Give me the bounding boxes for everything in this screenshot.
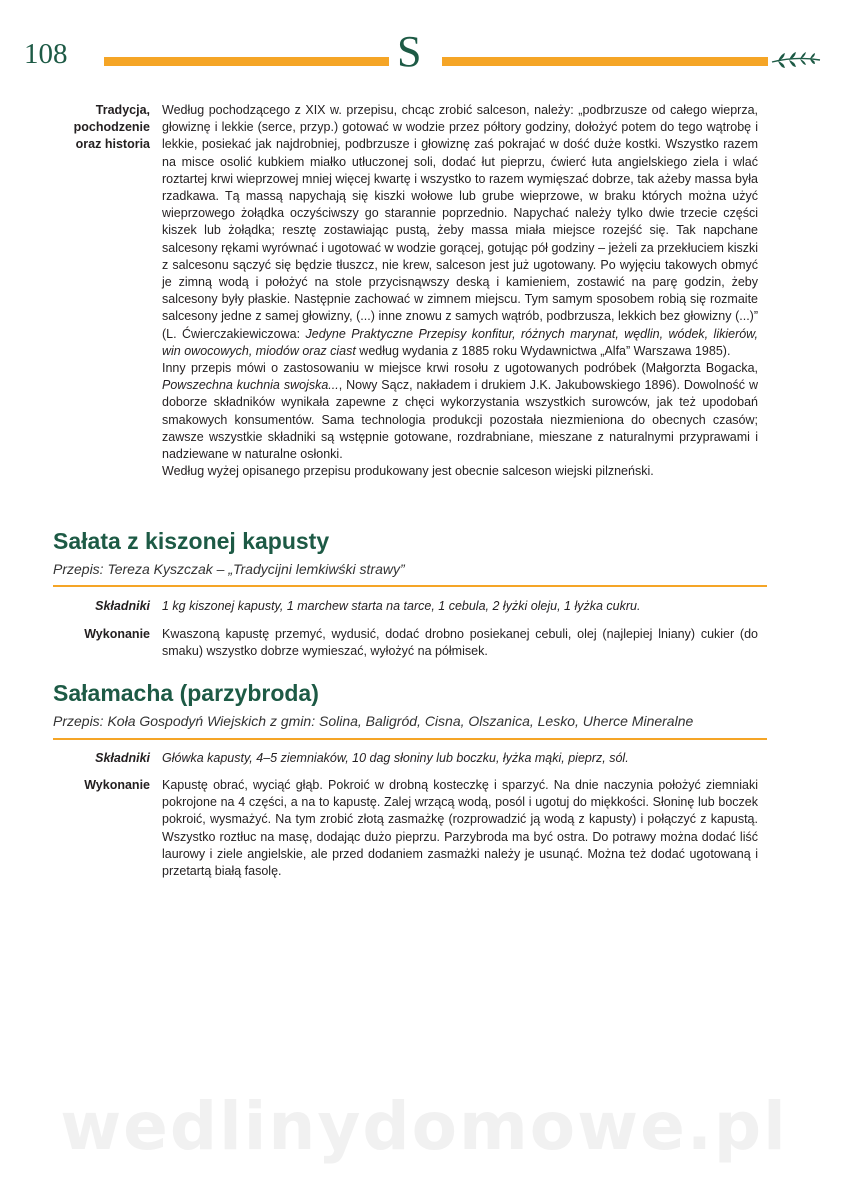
header-bar-left: [104, 57, 389, 66]
history-label-line-3: oraz historia: [75, 137, 150, 152]
recipe-1-source: Przepis: Tereza Kyszczak – „Tradycijni lemkiwśki strawy”: [53, 561, 405, 577]
recipe-1-method-label: Wykonanie: [84, 627, 150, 641]
history-label: [0, 102, 162, 480]
site-watermark: wedlinydomowe.pl: [60, 1088, 788, 1165]
recipe-2-title: Sałamacha (parzybroda): [53, 680, 319, 706]
recipe-1-method-text: Kwaszoną kapustę przemyć, wydusić, dodać drobno posiekanej cebuli, olej (najlepiej lniany) cukier (do smaku) wszystko dobrze wymieszać, wyłożyć na półmisek.: [162, 627, 758, 659]
history-p1-book-title: Jedyne Praktyczne Przepisy konfitur, różnych marynat, wędlin, wódek, likierów, win owocowych, miodów oraz ciast: [162, 326, 758, 358]
page-number: 108: [24, 38, 68, 70]
history-p2-a: Inny przepis mówi o zastosowaniu w miejsce krwi rosołu z ugotowanych podróbek (Małgorzta Bogacka,: [162, 361, 758, 376]
recipe-2-method-text: Kapustę obrać, wyciąć głąb. Pokroić w drobną kosteczkę i sparzyć. Na dnie naczynia położyć ziemniaki pokrojone na 4 części, a na to kapustę. Zalej wrzącą wodą, posól i ugotuj do miękkości. Słoninę lub boczek pokroić, wysmażyć. Na tym zrobić złotą zasmażkę (rozprowadzić ją wodą z kapusty) i połączyć z kapustą. Wszystko roztłuc na masę, dodając dużo pieprzu. Parzybroda ma być ostra. Do potrawy można dodać liść laurowy i ziele angielskie, ale przed dodaniem zasmażki należy je usunąć. Można też dodać ugotowaną i przetartą białą fasolę.: [162, 778, 758, 879]
page-header: [0, 0, 848, 80]
recipe-2-ingredients-text: Główka kapusty, 4–5 ziemniaków, 10 dag słoniny lub boczku, łyżka mąki, pieprz, sól.: [162, 751, 629, 765]
history-label-line-2: pochodzenie: [73, 120, 150, 135]
header-bar-right: [442, 57, 768, 66]
history-paragraph-1: [162, 102, 758, 360]
recipe-1-title: Sałata z kiszonej kapusty: [53, 528, 330, 554]
section-letter: S: [397, 27, 422, 76]
history-text: [162, 102, 758, 480]
history-section: [0, 102, 758, 480]
history-paragraph-2: [162, 360, 758, 463]
recipe-1-ingredients: [0, 598, 758, 615]
leaf-ornament-icon: [770, 50, 822, 70]
history-paragraph-3: Według wyżej opisanego przepisu produkowany jest obecnie salceson wiejski pilzneński.: [162, 464, 654, 479]
history-p2-b: , Nowy Sącz, nakładem i drukiem J.K. Jakubowskiego 1896). Dowolność w doborze składników wynikała zapewne z chęci wykorzystania wszystkich surowców, jak też upodobań smakowych konsumentów. Sama technologia produkcji pozostała niezmieniona do obecnych czasów; zawsze wszystkie składniki są wstępnie gotowane, rozdrabniane, mieszane z naturalnymi przyprawami i nadziewane w naturalne osłonki.: [162, 378, 759, 462]
history-p2-book-title: Powszechna kuchnia swojska...: [162, 378, 339, 393]
recipe-1-method: [0, 626, 758, 660]
history-p1-a: Według pochodzącego z XIX w. przepisu, chcąc zrobić salceson, należy: „podbrzusze od całego wieprza, głowiznę i lekkie (serce, przyp.) gotować w wodzie przez półtory godziny, dołożyć potem do tego wątrobę i lekkie, posiekać jak najdrobniej, podbrzusze i głowiznę zaś pokrajać w dość duże kostki. Wszystko razem na misce osolić kubkiem miałko utłuczonej soli, dodać łut pieprzu, ćwierć łuta angielskiego ziela i wlać roztartej krwi wieprzowej mniej więcej kwartę i wszystko to razem wymięszać dobrze, tak ażeby massa była rzadkawa. Tą massą napychają się kiszki wołowe lub grube wieprzowe, w braku których można użyć wieprzowego żołądka oczyściwszy go starannie poprzednio. Napychać należy tylko dwie trzecie części kiszek lub żołądka; resztę zostawiając pustą, żeby massa miała miejsce rozejść się. Tak napchane salcesony rękami wyrównać i ugotować w wodzie gorącej, gotując pół godziny – jeżeli za przekłuciem kiszki z salcesonu sączyć się będzie tłuszcz, nie krew, salceson jest już ugotowany. Po wyjęciu takowych obmyć je zimną wodą i położyć na stole przycisnąwszy deską i kamieniem, zostawić na parę godzin, żeby salcesony były płaskie. Następnie zachować w zimnem miejscu. Tym samym sposobem robią się rozmaite salcesony jedne z samej głowizny, (...) inne znowu z samych wątrób, podbrzusza, lekkich bez głowizny (...)” (L. Ćwierczakiewiczowa:: [162, 103, 758, 341]
recipe-2-method: [0, 777, 758, 880]
recipe-1-ingredients-text: 1 kg kiszonej kapusty, 1 marchew starta na tarce, 1 cebula, 2 łyżki oleju, 1 łyżka cukru.: [162, 599, 641, 613]
history-label-line-1: Tradycja,: [95, 103, 150, 117]
recipe-2-ingredients-label: Składniki: [95, 751, 150, 765]
recipe-1-rule: [53, 585, 767, 587]
recipe-2-rule: [53, 738, 767, 740]
recipe-2-source: Przepis: Koła Gospodyń Wiejskich z gmin: Solina, Baligród, Cisna, Olszanica, Lesko, Uherce Mineralne: [53, 713, 694, 729]
recipe-2-method-label: Wykonanie: [84, 778, 150, 792]
history-p1-b: według wydania z 1885 roku Wydawnictwa „Alfa” Warszawa 1985).: [355, 343, 731, 358]
recipe-2-ingredients: [0, 750, 758, 767]
recipe-1-ingredients-label: Składniki: [95, 599, 150, 613]
